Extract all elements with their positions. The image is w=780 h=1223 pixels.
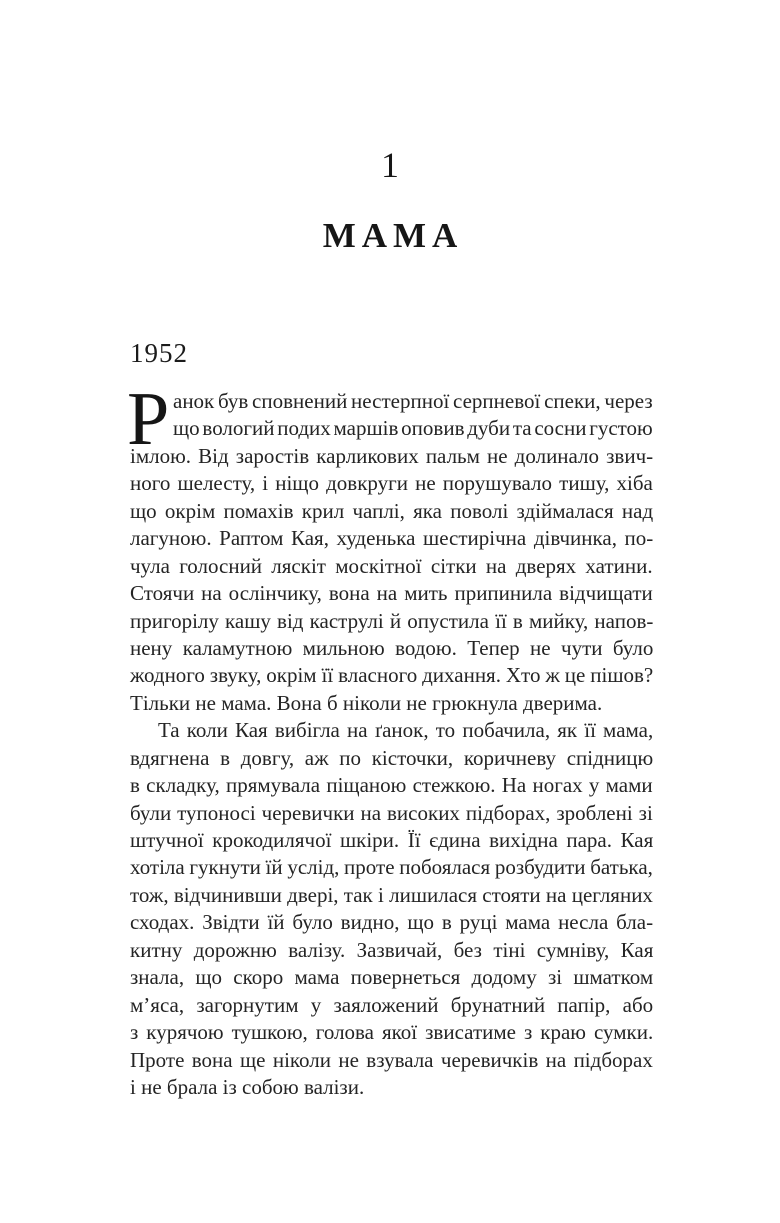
text-line: сходах. Звідти їй було видно, що в руці мама несла бла- <box>130 910 654 935</box>
text-line: жодного звуку, окрім її власного дихання. Хто ж це пішов? <box>130 663 654 688</box>
text-line: Тільки не мама. Вона б ніколи не грюкнула дверима. <box>130 690 603 715</box>
text-line: анок був сповнений нестерпної серпневої спеки, через <box>173 389 653 413</box>
text-line: пригорілу кашу від каструлі й опустила її в мийку, напов- <box>130 608 654 633</box>
text-line: хотіла гукнути їй услід, проте побоялася розбудити батька, <box>130 855 653 880</box>
drop-cap: Р <box>127 377 170 461</box>
text-line: знала, що скоро мама повернеться додому зі шматком <box>130 965 654 990</box>
text-line: з курячою тушкою, голова якої звисатиме з краю сумки. <box>130 1020 654 1045</box>
chapter-title: МАМА <box>322 216 464 255</box>
text-line: що окрім помахів крил чаплі, яка поволі здіймалася над <box>130 498 654 523</box>
paragraph <box>127 377 654 717</box>
text-line: в складку, прямувала піщаною стежкою. На ногах у мами <box>130 773 653 798</box>
text-line: лагуною. Раптом Кая, худенька шестирічна дівчинка, по- <box>130 526 654 551</box>
text-line: штучної крокодилячої шкіри. Її єдина вихідна пара. Кая <box>130 828 654 852</box>
chapter-number: 1 <box>381 145 399 185</box>
text-line: нену каламутною мильною водою. Тепер не чути було <box>130 635 654 660</box>
paragraph <box>130 717 653 1101</box>
body-text <box>127 377 654 1101</box>
text-line: китну дорожню валізу. Зазвичай, без тіні сумніву, Кая <box>130 937 654 962</box>
text-line: Та коли Кая вибігла на ґанок, то побачила, як її мама, <box>158 718 654 743</box>
text-line: були тупоносі черевички на високих підборах, зроблені зі <box>130 800 653 825</box>
text-line: Проте вона ще ніколи не взувала черевичків на підборах <box>130 1047 653 1072</box>
text-line: що вологий подих маршів оповив дуби та сосни густою <box>173 416 653 441</box>
text-line: тож, відчинивши двері, так і лишилася стояти на цегляних <box>130 882 653 907</box>
text-line: імлою. Від заростів карликових пальм не долинало звич- <box>130 443 654 468</box>
text-line: і не брала із собою валізи. <box>130 1074 365 1099</box>
text-line: Стоячи на ослінчику, вона на мить припинила відчищати <box>130 581 653 606</box>
year-heading: 1952 <box>130 338 188 368</box>
text-line: ного шелесту, і ніщо довкруги не порушувало тишу, хіба <box>130 471 653 496</box>
text-line: вдягнена в довгу, аж по кісточки, коричневу спідницю <box>130 745 654 770</box>
text-line: чула голосний ляскіт москітної сітки на дверях хатини. <box>130 553 653 578</box>
text-line: м’яса, загорнутим у заяложений брунатний папір, або <box>130 992 654 1017</box>
